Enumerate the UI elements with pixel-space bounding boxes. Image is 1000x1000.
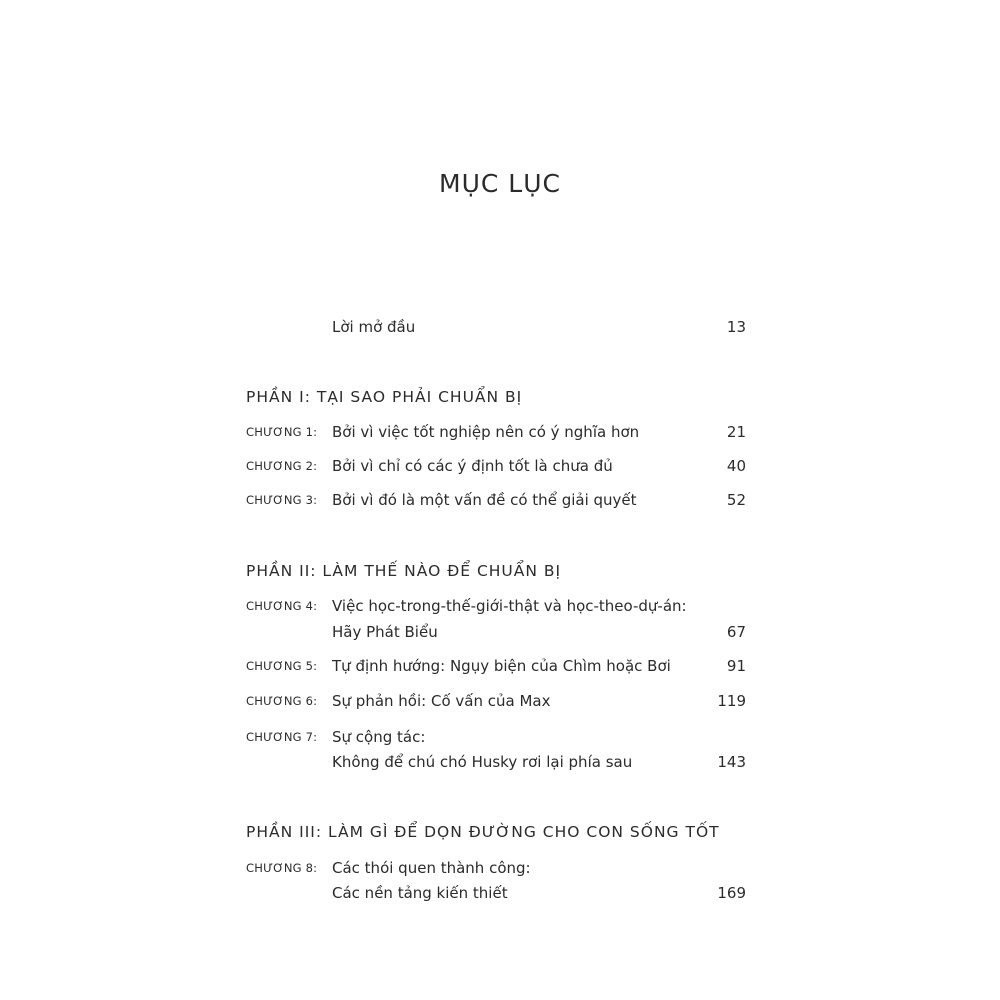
chapter-1-title: Bởi vì việc tốt nghiệp nên có ý nghĩa hơn [332, 423, 640, 441]
chapter-6-title: Sự phản hồi: Cố vấn của Max [332, 692, 551, 710]
chapter-5-label: CHƯƠNG 5: [246, 659, 318, 673]
chapter-8-label: CHƯƠNG 8: [246, 861, 318, 875]
chapter-2-title: Bởi vì chỉ có các ý định tốt là chưa đủ [332, 457, 613, 475]
chapter-8-title-line-1: Các thói quen thành công: [332, 859, 531, 877]
chapter-5-page-number: 91 [726, 657, 746, 675]
chapter-4-title-line-2: Hãy Phát Biểu [332, 623, 438, 641]
chapter-3-label: CHƯƠNG 3: [246, 493, 318, 507]
chapter-7-title-line-1: Sự cộng tác: [332, 728, 426, 746]
chapter-3-title: Bởi vì đó là một vấn đề có thể giải quyết [332, 491, 637, 509]
part-1-heading: PHẦN I: TẠI SAO PHẢI CHUẨN BỊ [246, 388, 523, 406]
chapter-7-title-line-2: Không để chú chó Husky rơi lại phía sau [332, 753, 633, 771]
part-2-heading: PHẦN II: LÀM THẾ NÀO ĐỂ CHUẨN BỊ [246, 562, 562, 580]
chapter-8-title-line-2: Các nền tảng kiến thiết [332, 884, 508, 902]
chapter-2-page-number: 40 [726, 457, 746, 475]
chapter-1-label: CHƯƠNG 1: [246, 425, 318, 439]
chapter-7-label: CHƯƠNG 7: [246, 730, 318, 744]
chapter-4-label: CHƯƠNG 4: [246, 599, 318, 613]
chapter-8-page-number: 169 [717, 884, 746, 902]
chapter-1-page-number: 21 [726, 423, 746, 441]
chapter-3-page-number: 52 [726, 491, 746, 509]
chapter-4-page-number: 67 [726, 623, 746, 641]
chapter-7-page-number: 143 [717, 753, 746, 771]
chapter-2-label: CHƯƠNG 2: [246, 459, 318, 473]
intro-page-number: 13 [726, 318, 746, 336]
part-3-heading: PHẦN III: LÀM GÌ ĐỂ DỌN ĐƯỜNG CHO CON SỐNG TỐT [246, 823, 720, 841]
intro-title: Lời mở đầu [332, 318, 416, 336]
chapter-6-page-number: 119 [717, 692, 746, 710]
chapter-5-title: Tự định hướng: Ngụy biện của Chìm hoặc Bơi [332, 657, 671, 675]
chapter-4-title-line-1: Việc học-trong-thế-giới-thật và học-theo-dự-án: [332, 597, 687, 615]
page-title: MỤC LỤC [439, 169, 561, 198]
chapter-6-label: CHƯƠNG 6: [246, 694, 318, 708]
